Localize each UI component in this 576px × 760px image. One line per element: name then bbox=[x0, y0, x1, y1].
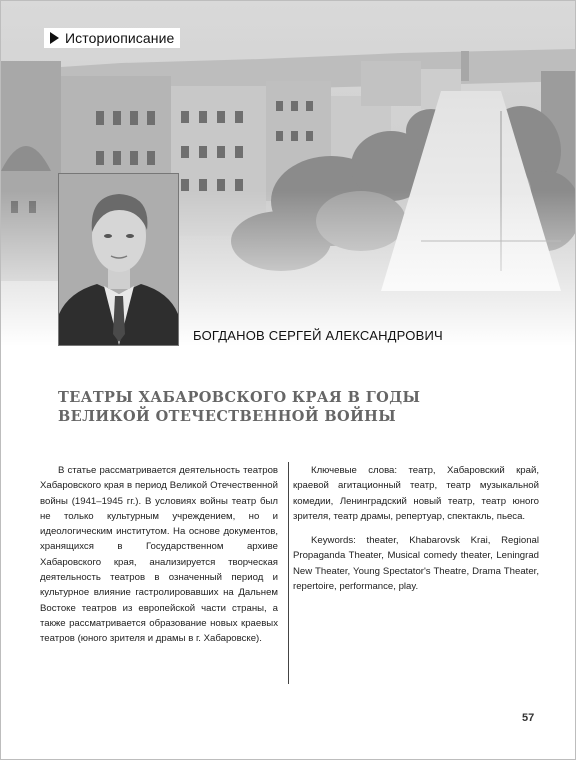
column-divider bbox=[288, 462, 289, 684]
keywords-en: Keywords: theater, Khabarovsk Krai, Regional Propaganda Theater, Musical comedy theater, Leningrad New Theater, Young Spectator's Theatre, Drama Theater, repertoire, performance, play. bbox=[293, 535, 539, 593]
keywords-ru: Ключевые слова: театр, Хабаровский край, краевой агитационный театр, театр музыкальной комедии, Ленинградский новый театр, театр юного зрителя, театр драмы, репертуар, спектакль, пьеса. bbox=[293, 465, 539, 522]
author-portrait bbox=[58, 173, 179, 346]
abstract-text: В статье рассматривается деятельность театров Хабаровского края в период Великой Отечественной войны (1941–1945 гг.). В условиях войны театр был не только культурным учреждением, но и идеологическим институтом. На основе документов, хранящихся в Государственном архиве Хабаровского края, анализируется творческая деятельность театров в означенный период и культурное влияние гастролировавших на Дальнем Востоке театров из европейской части страны, а также рассматривается образование новых краевых театров (юного зрителя и драмы в г. Хабаровске). bbox=[40, 465, 278, 645]
abstract-column bbox=[40, 463, 278, 647]
page-number: 57 bbox=[522, 712, 535, 724]
keywords-column bbox=[293, 463, 539, 603]
triangle-right-icon bbox=[50, 32, 59, 44]
article-title bbox=[58, 388, 518, 426]
author-name: БОГДАНОВ СЕРГЕЙ АЛЕКСАНДРОВИЧ bbox=[193, 328, 443, 343]
section-label: Историописание bbox=[65, 30, 175, 46]
article-title-line-2: ВЕЛИКОЙ ОТЕЧЕСТВЕННОЙ ВОЙНЫ bbox=[58, 408, 397, 425]
article-title-line-1: ТЕАТРЫ ХАБАРОВСКОГО КРАЯ В ГОДЫ bbox=[58, 389, 421, 406]
section-tag bbox=[44, 28, 180, 48]
